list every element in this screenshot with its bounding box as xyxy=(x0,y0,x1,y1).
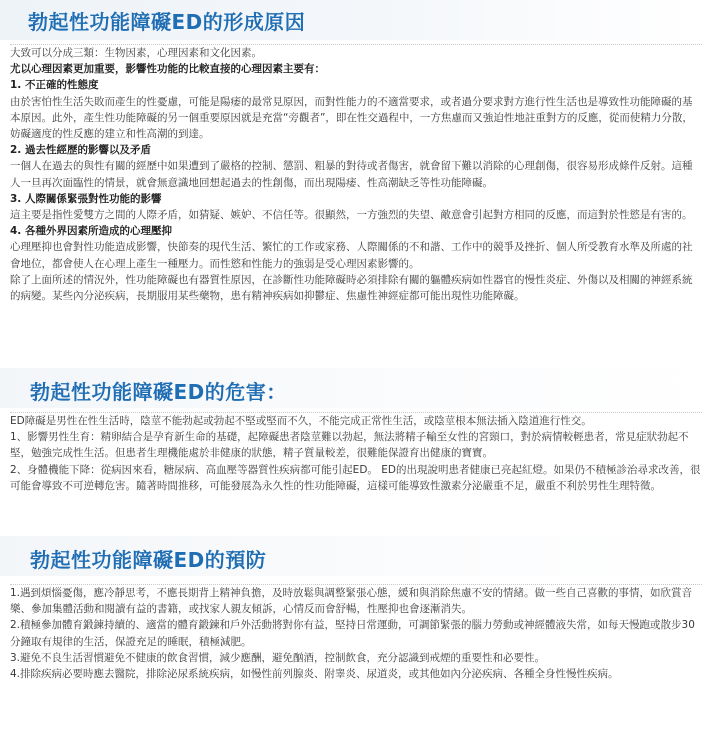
intro-line: 大致可以分成三類：生物因素，心理因素和文化因素。 xyxy=(10,47,262,59)
subheading: 4. 各種外界因素所造成的心理壓抑 xyxy=(10,225,172,238)
section-body xyxy=(10,412,702,494)
subheading: 1. 不正確的性態度 xyxy=(10,79,99,92)
section-header xyxy=(0,536,716,576)
section-title: 勃起性功能障礙ED的預防 xyxy=(30,548,267,572)
paragraph: 3.避免不良生活習慣避免不健康的飲食習慣，減少應酬，避免酗酒，控制飲食，充分認識到戒煙的重要性和必要性。 xyxy=(10,651,546,664)
subheading: 3. 人際關係緊張對性功能的影響 xyxy=(10,192,162,205)
paragraph: 2、身體機能下降：從病因來看，糖尿病、高血壓等器質性疾病都可能引起ED。 ED的出現說明患者健康已亮起紅燈。如果仍不積極診治尋求改善，很可能會導致不可逆轉危害。隨著時間推移，可能發展為永久性的性功能障礙，這樣可能導致性激素分泌嚴重不足，嚴重不利於男性生理特徵。 xyxy=(10,463,701,492)
paragraph: ED障礙是男性在性生活時，陰莖不能勃起或勃起不堅或堅而不久，不能完成正常性生活，或陰莖根本無法插入陰道進行性交。 xyxy=(10,415,592,427)
paragraph: 心理壓抑也會對性功能造成影響，快節奏的現代生活、繁忙的工作或家務、人際關係的不和諧、工作中的競爭及挫折、個人所受教育水準及所處的社會地位，都會使人在心理上產生一種壓力。而性慾和性能力的強弱是受心理因素影響的。 xyxy=(10,241,693,270)
section-body xyxy=(10,44,702,304)
paragraph: 1.遇到煩惱憂傷，應冷靜思考，不應長期背上精神負擔，及時放鬆與調整緊張心態，緩和與消除焦慮不安的情緒。做一些自己喜歡的事情，如欣賞音樂、參加集體活動和閱讀有益的書籍，或找家人親友傾訴，心情反而會舒暢，性壓抑也會逐漸消失。 xyxy=(10,587,693,616)
section-causes xyxy=(0,0,716,303)
section-prevention xyxy=(0,536,716,681)
section-body xyxy=(10,584,702,682)
paragraph: 2.積極參加體育鍛鍊持續的、適當的體育鍛鍊和戶外活動將對你有益，堅持日常運動，可調節緊張的腦力勞動或神經體液失常，如每天慢跑或散步30分鐘取有規律的生活，保證充足的睡眠，積極減肥。 xyxy=(10,619,695,648)
key-statement: 尤以心理因素更加重要，影響性功能的比較直接的心理因素主要有： xyxy=(10,63,325,76)
section-title: 勃起性功能障礙ED的形成原因 xyxy=(28,10,306,34)
paragraph: 這主要是指性愛雙方之間的人際矛盾，如猜疑、嫉妒、不信任等。很顯然，一方強烈的失望、敵意會引起對方相同的反應，而這對於性慾是有害的。 xyxy=(10,209,693,222)
section-header xyxy=(0,0,700,40)
subheading: 2. 過去性經歷的影響以及矛盾 xyxy=(10,144,151,157)
section-harms xyxy=(0,368,716,492)
paragraph: 4.排除疾病必要時應去醫院，排除泌尿系統疾病，如慢性前列腺炎、附睾炎、尿道炎，或其他如內分泌疾病、各種全身性慢性疾病。 xyxy=(10,668,619,681)
paragraph: 一個人在過去的與性有關的經歷中如果遭到了嚴格的控制、懲罰、粗暴的對待或者傷害，就會留下難以消除的心理創傷，很容易形成條件反射。這種人一旦再次面臨性的情景，就會無意識地回想起過去的性創傷，而出現陽痿、性高潮缺乏等性功能障礙。 xyxy=(10,160,693,189)
paragraph: 1、影響男性生育：精卵結合是孕育新生命的基礎，起障礙患者陰莖難以勃起，無法將精子輸至女性的宮頸口，對於病情較輕患者，常見症狀勃起不堅，勉強完成性生活。但患者生理機能處於非健康的狀態，精子質量較差，很難能保證育出健康的寶寶。 xyxy=(10,431,689,460)
section-header xyxy=(0,368,716,408)
paragraph: 由於害怕性生活失敗而產生的性憂慮，可能是陽痿的最常見原因，而對性能力的不適當要求，或者過分要求對方進行性生活也是導致性功能障礙的基本原因。此外，產生性功能障礙的另一個重要原因就是充當“旁觀者”，即在性交過程中，一方焦慮而又強迫性地註重對方的反應，從而使精力分散，妨礙適度的性反應的建立和性高潮的到達。 xyxy=(10,95,693,141)
section-title: 勃起性功能障礙ED的危害： xyxy=(30,380,287,404)
paragraph: 除了上面所述的情況外，性功能障礙也有器質性原因，在診斷性功能障礙時必須排除有關的軀體疾病如性器官的慢性炎症、外傷以及相關的神經系統的病變。某些內分泌疾病，長期服用某些藥物，患有精神疾病如抑鬱症、焦慮性神經症都可能出現性功能障礙。 xyxy=(10,273,693,303)
